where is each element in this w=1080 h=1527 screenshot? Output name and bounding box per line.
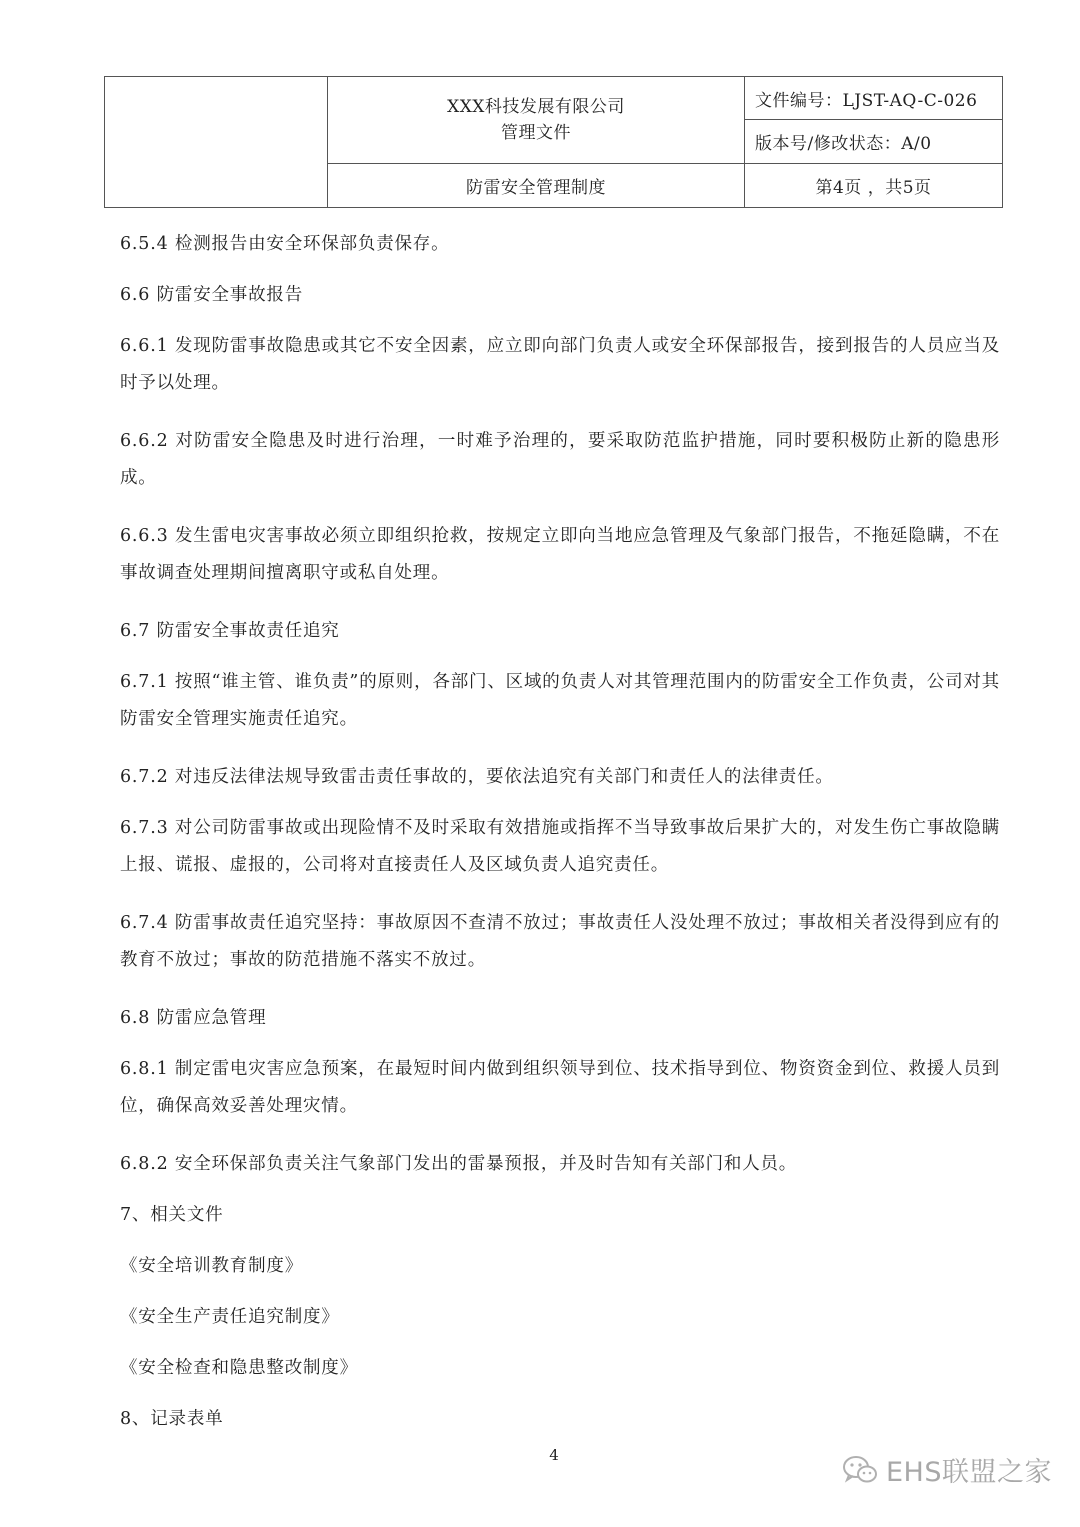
clause-6-8-2: 6.8.2 安全环保部负责关注气象部门发出的雷暴预报，并及时告知有关部门和人员。 [120, 1154, 798, 1174]
document-header-table [104, 76, 1003, 208]
related-doc-training: 《安全培训教育制度》 [120, 1256, 303, 1276]
page-info: 第4页 ，共5页 [745, 164, 1003, 208]
clause-6-5-4: 6.5.4 检测报告由安全环保部负责保存。 [120, 234, 450, 254]
section-8-heading: 8、记录表单 [120, 1409, 224, 1429]
clause-6-7-1: 6.7.1 按照“谁主管、谁负责”的原则，各部门、区域的负责人对其管理范围内的防雷安全工作负责，公司对其防雷安全管理实施责任追究。 [120, 672, 1000, 729]
company-name: XXX科技发展有限公司 [447, 97, 625, 117]
clause-6-8-1: 6.8.1 制定雷电灾害应急预案，在最短时间内做到组织领导到位、技术指导到位、物资资金到位、救援人员到位，确保高效妥善处理灾情。 [120, 1059, 1000, 1116]
clause-6-7-4: 6.7.4 防雷事故责任追究坚持：事故原因不查清不放过；事故责任人没处理不放过；事故相关者没得到应有的教育不放过；事故的防范措施不落实不放过。 [120, 913, 1000, 970]
clause-6-7-3: 6.7.3 对公司防雷事故或出现险情不及时采取有效措施或指挥不当导致事故后果扩大的，对发生伤亡事故隐瞒上报、谎报、虚报的，公司将对直接责任人及区域负责人追究责任。 [120, 818, 1000, 875]
watermark-text: EHS联盟之家 [886, 1457, 1053, 1488]
document-type: 管理文件 [501, 123, 571, 143]
section-6-6-heading: 6.6 防雷安全事故报告 [120, 285, 303, 305]
document-title: 防雷安全管理制度 [328, 164, 745, 208]
header-company-cell [328, 77, 745, 164]
section-7-heading: 7、相关文件 [120, 1205, 224, 1225]
page-number: 4 [549, 1446, 559, 1464]
version-status: 版本号/修改状态：A/0 [745, 120, 1003, 164]
related-doc-inspection: 《安全检查和隐患整改制度》 [120, 1358, 358, 1378]
watermark [842, 1450, 1052, 1489]
document-number: 文件编号：LJST-AQ-C-026 [745, 77, 1003, 120]
clause-6-6-1: 6.6.1 发现防雷事故隐患或其它不安全因素，应立即向部门负责人或安全环保部报告，接到报告的人员应当及时予以处理。 [120, 336, 1000, 393]
clause-6-6-2: 6.6.2 对防雷安全隐患及时进行治理，一时难予治理的，要采取防范监护措施，同时要积极防止新的隐患形成。 [120, 431, 1000, 488]
header-logo-cell [105, 77, 328, 208]
wechat-icon [842, 1455, 878, 1485]
document-body [120, 226, 1000, 1452]
section-6-7-heading: 6.7 防雷安全事故责任追究 [120, 621, 340, 641]
section-6-8-heading: 6.8 防雷应急管理 [120, 1008, 267, 1028]
related-doc-accountability: 《安全生产责任追究制度》 [120, 1307, 340, 1327]
clause-6-6-3: 6.6.3 发生雷电灾害事故必须立即组织抢救，按规定立即向当地应急管理及气象部门报告，不拖延隐瞒，不在事故调查处理期间擅离职守或私自处理。 [120, 526, 1000, 583]
clause-6-7-2: 6.7.2 对违反法律法规导致雷击责任事故的，要依法追究有关部门和责任人的法律责任。 [120, 767, 834, 787]
